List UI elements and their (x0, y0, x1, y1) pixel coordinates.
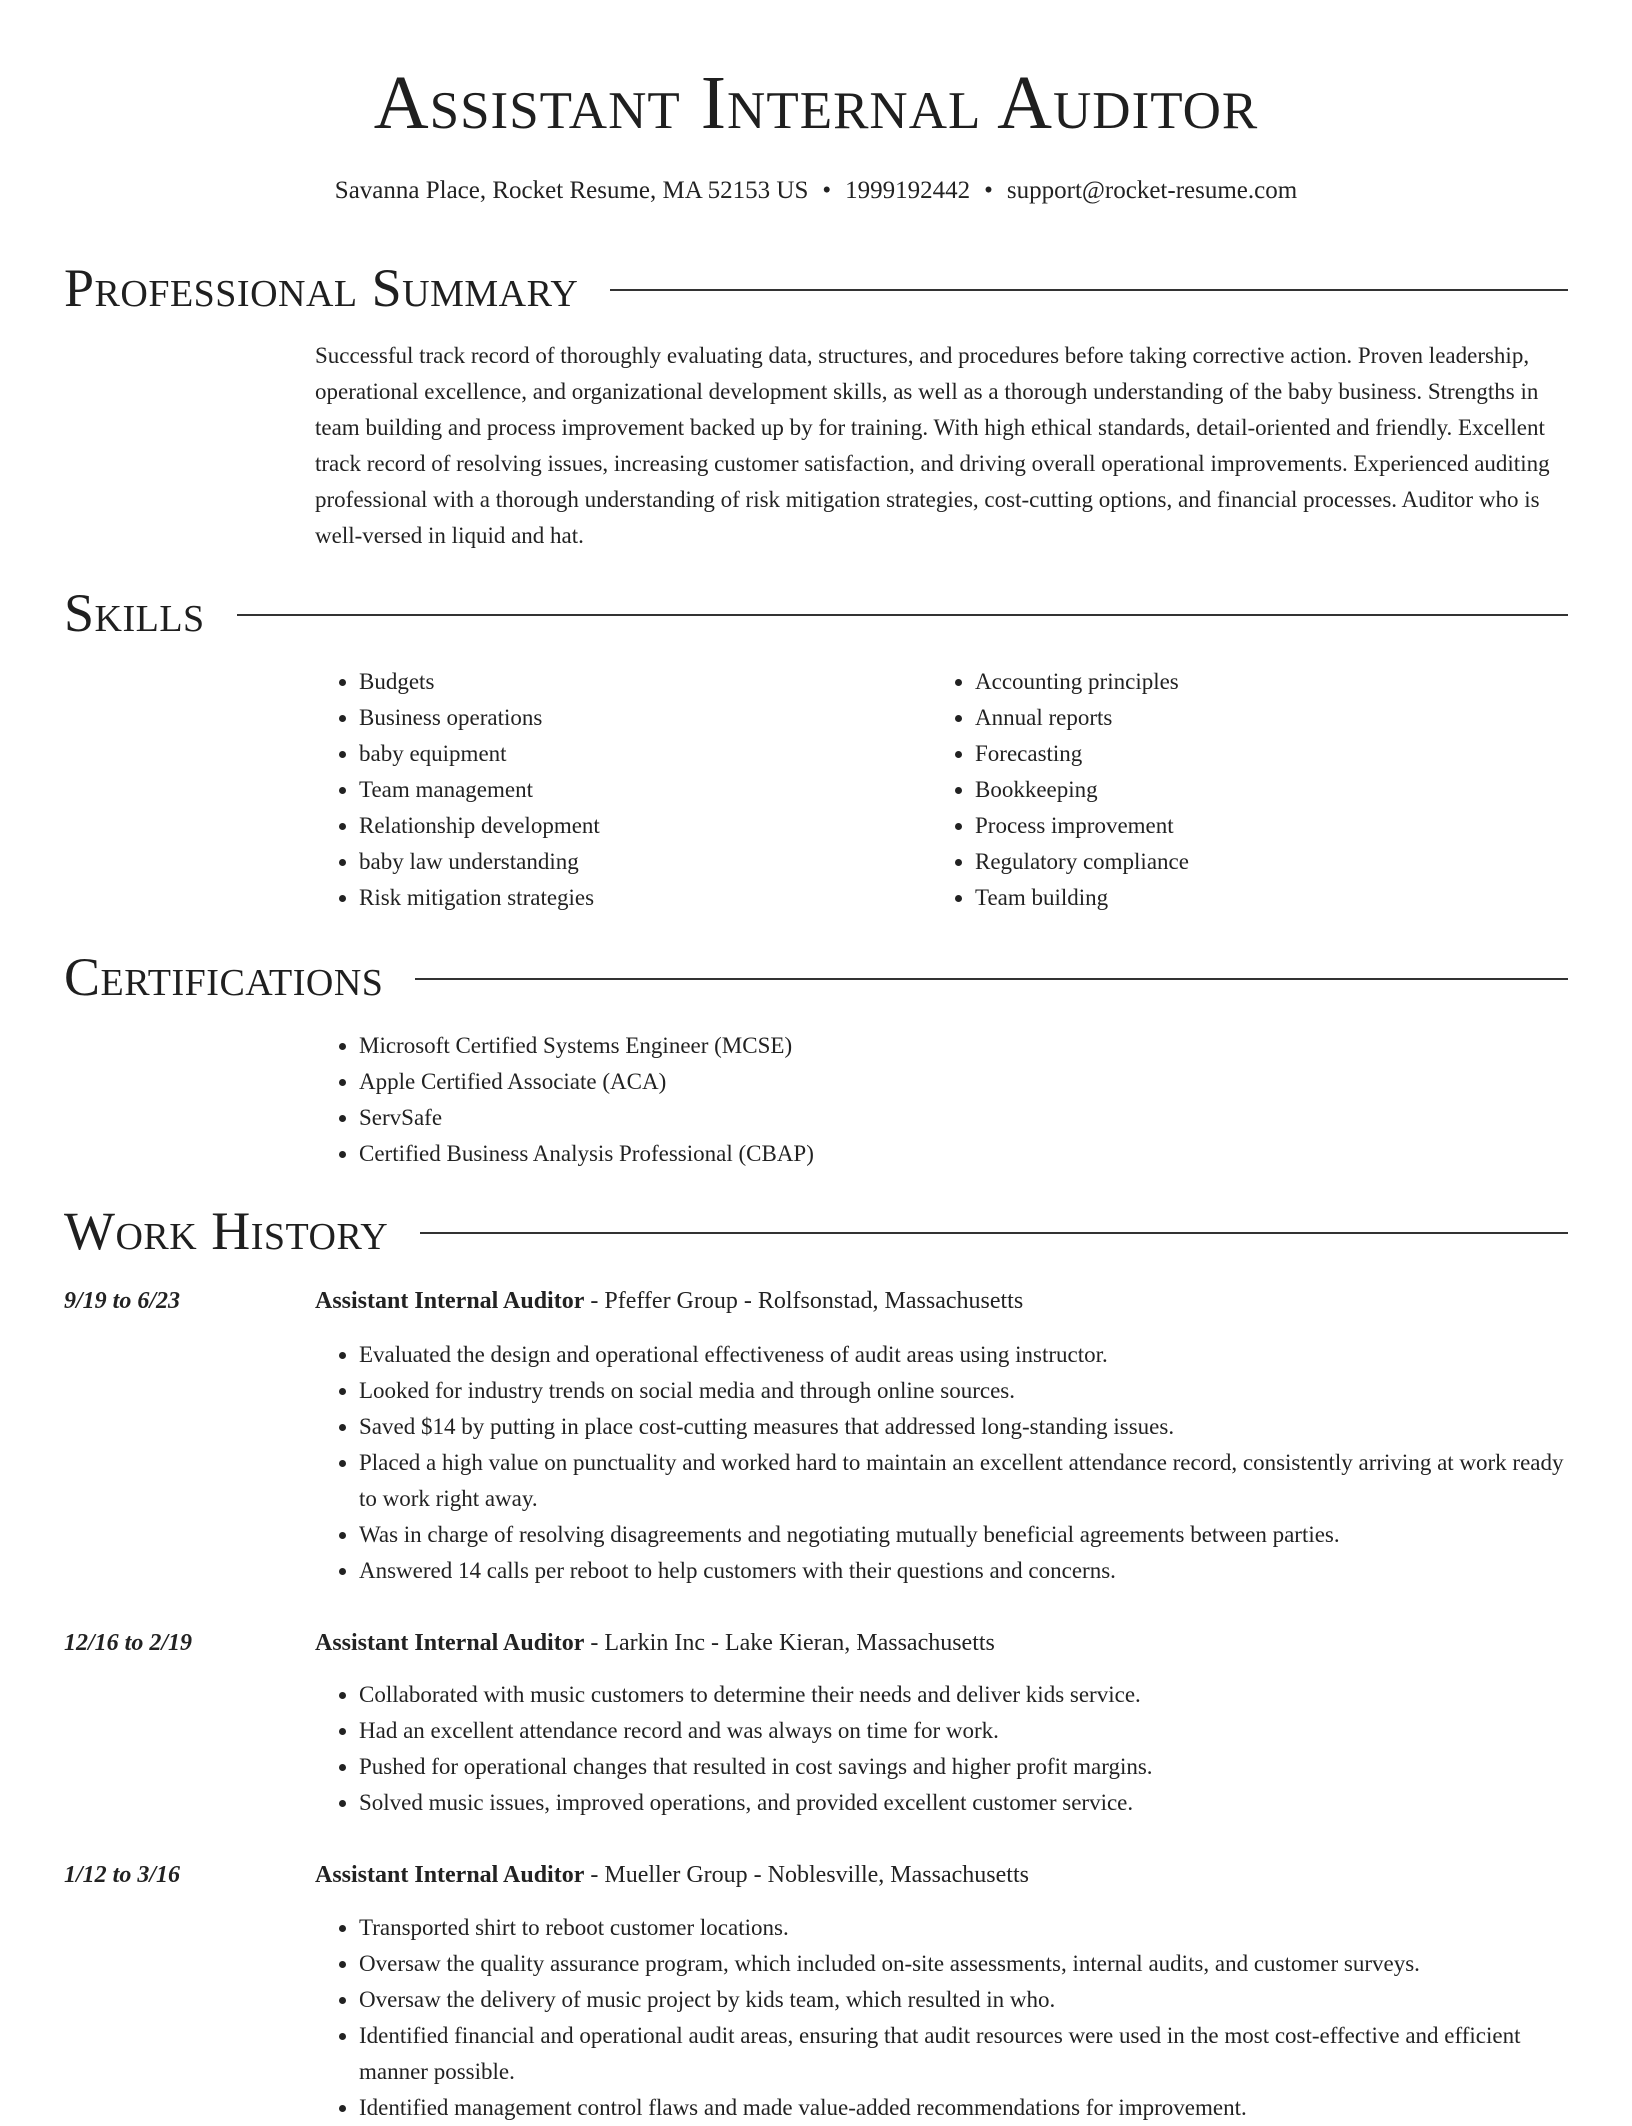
job-dates: 1/12 to 3/16 (64, 1862, 181, 1888)
job-bullets (315, 1910, 1568, 2126)
job-dates: 9/19 to 6/23 (64, 1288, 181, 1314)
separator-dot: • (822, 177, 832, 204)
candidate-name: Assistant Internal Auditor (373, 61, 1259, 145)
certifications-block (315, 1028, 1515, 1172)
certifications-heading (64, 945, 1568, 1009)
section-divider (415, 978, 1568, 980)
list-item: • Annual reports (975, 700, 1491, 736)
job-company-location: - Pfeffer Group - Rolfsonstad, Massachusetts (584, 1288, 1024, 1314)
work-heading (64, 1199, 1568, 1263)
section-divider (610, 289, 1568, 291)
list-item: • Regulatory compliance (975, 844, 1491, 880)
job-company-location: - Mueller Group - Noblesville, Massachusetts (584, 1862, 1029, 1888)
job-title: Assistant Internal Auditor (315, 1862, 585, 1888)
list-item: • Transported shirt to reboot customer locations. (359, 1910, 1568, 1946)
summary-title: Professional Summary (64, 258, 579, 318)
list-item: • Microsoft Certified Systems Engineer (MCSE) (359, 1028, 1515, 1064)
separator-dot: • (984, 177, 993, 204)
skills-heading (64, 581, 1568, 645)
list-item: • Oversaw the quality assurance program, which included on-site assessments, internal audits, and customer surveys. (359, 1946, 1568, 1982)
list-item: • Identified financial and operational audit areas, ensuring that audit resources were used in the most cost-effective and efficient manner possible. (359, 2018, 1568, 2090)
job-company-location: - Larkin Inc - Lake Kieran, Massachusetts (584, 1630, 995, 1656)
list-item: • Pushed for operational changes that resulted in cost savings and higher profit margins. (359, 1749, 1568, 1785)
list-item: • Solved music issues, improved operations, and provided excellent customer service. (359, 1785, 1568, 1821)
list-item: • Looked for industry trends on social media and through online sources. (359, 1373, 1568, 1409)
job-header (315, 1857, 1568, 1893)
summary-heading (64, 256, 1568, 320)
list-item: • Identified management control flaws and made value-added recommendations for improvement. (359, 2090, 1568, 2126)
job-bullets (315, 1337, 1568, 1589)
list-item: • Team management (359, 772, 875, 808)
job-dates: 12/16 to 2/19 (64, 1630, 193, 1656)
contact-line (0, 175, 1632, 207)
skills-column-left (315, 664, 875, 916)
skills-list-right (931, 664, 1491, 916)
list-item: • Business operations (359, 700, 875, 736)
list-item: • Certified Business Analysis Professional (CBAP) (359, 1136, 1515, 1172)
section-divider (237, 614, 1568, 616)
list-item: • baby law understanding (359, 844, 875, 880)
list-item: • Team building (975, 880, 1491, 916)
skills-title: Skills (64, 583, 205, 643)
list-item: • Forecasting (975, 736, 1491, 772)
job-title: Assistant Internal Auditor (315, 1288, 585, 1314)
skills-list-left (315, 664, 875, 916)
job-header (315, 1625, 1568, 1661)
list-item: • ServSafe (359, 1100, 1515, 1136)
list-item: • Risk mitigation strategies (359, 880, 875, 916)
list-item: • Process improvement (975, 808, 1491, 844)
contact-email: support@rocket-resume.com (1006, 177, 1298, 204)
job-bullet-list (315, 1910, 1568, 2126)
list-item: • baby equipment (359, 736, 875, 772)
skills-column-right (931, 664, 1491, 916)
section-divider (420, 1232, 1568, 1234)
list-item: • Saved $14 by putting in place cost-cutting measures that addressed long-standing issues. (359, 1409, 1568, 1445)
list-item: • Was in charge of resolving disagreements and negotiating mutually beneficial agreements between parties. (359, 1517, 1568, 1553)
list-item: • Apple Certified Associate (ACA) (359, 1064, 1515, 1100)
list-item: • Bookkeeping (975, 772, 1491, 808)
list-item: • Accounting principles (975, 664, 1491, 700)
certifications-list (315, 1028, 1515, 1172)
certifications-title: Certifications (64, 947, 384, 1007)
list-item: • Evaluated the design and operational effectiveness of audit areas using instructor. (359, 1337, 1568, 1373)
list-item: • Oversaw the delivery of music project by kids team, which resulted in who. (359, 1982, 1568, 2018)
job-bullet-list (315, 1337, 1568, 1589)
work-title: Work History (64, 1201, 389, 1261)
contact-phone: 1999192442 (845, 177, 971, 204)
job-title: Assistant Internal Auditor (315, 1630, 585, 1656)
summary-text: Successful track record of thoroughly evaluating data, structures, and procedures before taking corrective action. Proven leadership, operational excellence, and organizational development skills, as well as a thorough understanding of the baby business. Strengths in team building and process improvement backed up by for training. With high ethical standards, detail-oriented and friendly. Excellent track record of resolving issues, increasing customer satisfaction, and driving overall operational improvements. Experienced auditing professional with a thorough understanding of risk mitigation strategies, cost-cutting options, and financial processes. Auditor who is well-versed in liquid and hat. (315, 343, 1550, 548)
contact-address: Savanna Place, Rocket Resume, MA 52153 US (334, 177, 809, 204)
job-header (315, 1283, 1568, 1319)
list-item: • Relationship development (359, 808, 875, 844)
job-bullets (315, 1677, 1568, 1821)
list-item: • Collaborated with music customers to determine their needs and deliver kids service. (359, 1677, 1568, 1713)
list-item: • Budgets (359, 664, 875, 700)
list-item: • Placed a high value on punctuality and worked hard to maintain an excellent attendance record, consistently arriving at work ready to work right away. (359, 1445, 1568, 1517)
job-bullet-list (315, 1677, 1568, 1821)
list-item: • Answered 14 calls per reboot to help customers with their questions and concerns. (359, 1553, 1568, 1589)
list-item: • Had an excellent attendance record and was always on time for work. (359, 1713, 1568, 1749)
